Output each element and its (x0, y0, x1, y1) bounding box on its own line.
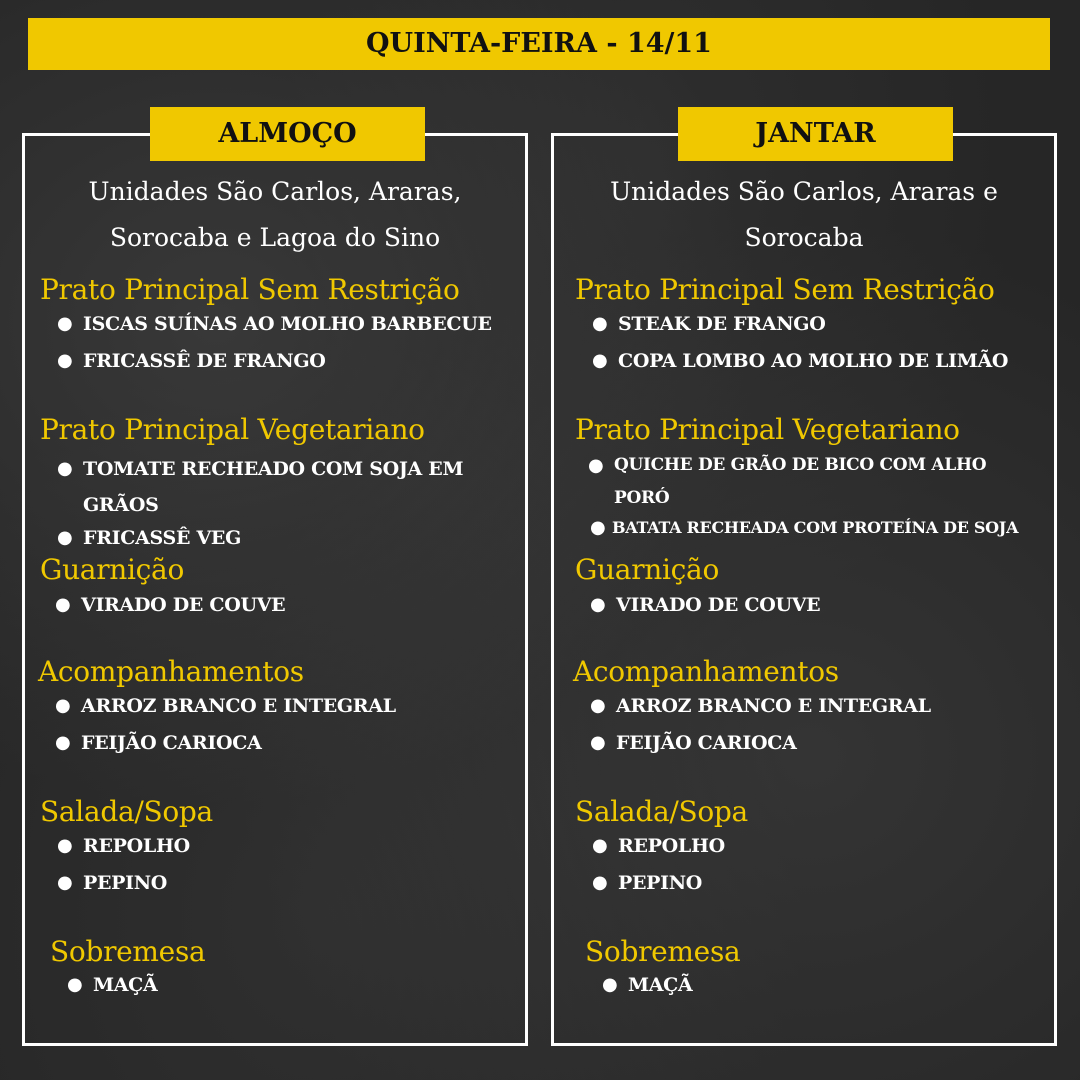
lunch-main-item: ● ISCAS SUÍNAS AO MOLHO BARBECUE (57, 313, 492, 335)
lunch-veg-title: Prato Principal Vegetariano (40, 413, 425, 446)
lunch-side-item: ● VIRADO DE COUVE (55, 594, 286, 616)
lunch-veg-item: ● TOMATE RECHEADO COM SOJA EM GRÃOS (83, 451, 463, 523)
lunch-units-line-2: Sorocaba e Lagoa do Sino (109, 223, 441, 252)
dinner-acc-item: ● FEIJÃO CARIOCA (590, 732, 797, 754)
dinner-salad-item: ● PEPINO (592, 872, 703, 894)
dinner-salad-title: Salada/Sopa (575, 795, 748, 828)
dinner-main-item: ● STEAK DE FRANGO (592, 313, 826, 335)
bullet-icon: ● (55, 594, 71, 615)
dinner-acc-item: ● ARROZ BRANCO E INTEGRAL (590, 695, 931, 717)
lunch-units (25, 169, 525, 261)
dinner-veg-title: Prato Principal Vegetariano (575, 413, 960, 446)
bullet-icon: ● (67, 974, 83, 995)
dinner-side-title: Guarnição (575, 553, 719, 586)
lunch-salad-item: ● REPOLHO (57, 835, 190, 857)
lunch-dessert-title: Sobremesa (50, 935, 206, 968)
day-banner: QUINTA-FEIRA - 14/11 (28, 18, 1050, 70)
lunch-dessert-item: ● MAÇÃ (67, 974, 158, 996)
dinner-veg-item: ● QUICHE DE GRÃO DE BICO COM ALHO PORÓ (614, 449, 986, 515)
lunch-tag: ALMOÇO (150, 107, 425, 161)
lunch-side-title: Guarnição (40, 553, 184, 586)
bullet-icon: ● (57, 872, 73, 893)
bullet-icon: ● (592, 835, 608, 856)
dinner-panel (551, 118, 1057, 1046)
dinner-main-item: ● COPA LOMBO AO MOLHO DE LIMÃO (592, 350, 1009, 372)
lunch-panel (22, 118, 528, 1046)
dinner-dessert-item: ● MAÇÃ (602, 974, 693, 996)
bullet-icon: ● (590, 695, 606, 716)
bullet-icon: ● (57, 350, 73, 371)
bullet-icon: ● (590, 517, 606, 538)
lunch-acc-item: ● ARROZ BRANCO E INTEGRAL (55, 695, 396, 717)
lunch-acc-item: ● FEIJÃO CARIOCA (55, 732, 262, 754)
dinner-main-title: Prato Principal Sem Restrição (575, 273, 995, 306)
bullet-icon: ● (592, 350, 608, 371)
bullet-icon: ● (57, 458, 73, 479)
dinner-tag: JANTAR (678, 107, 953, 161)
bullet-icon: ● (590, 732, 606, 753)
dinner-acc-title: Acompanhamentos (573, 655, 839, 688)
bullet-icon: ● (602, 974, 618, 995)
lunch-main-title: Prato Principal Sem Restrição (40, 273, 460, 306)
bullet-icon: ● (57, 835, 73, 856)
lunch-acc-title: Acompanhamentos (38, 655, 304, 688)
bullet-icon: ● (57, 313, 73, 334)
bullet-icon: ● (57, 527, 73, 548)
dinner-units-line-2: Sorocaba (744, 223, 864, 252)
bullet-icon: ● (588, 455, 604, 476)
bullet-icon: ● (590, 594, 606, 615)
bullet-icon: ● (55, 732, 71, 753)
lunch-main-item: ● FRICASSÊ DE FRANGO (57, 350, 326, 372)
lunch-salad-title: Salada/Sopa (40, 795, 213, 828)
dinner-veg-item: ● BATATA RECHEADA COM PROTEÍNA DE SOJA (612, 515, 1018, 541)
lunch-units-line-1: Unidades São Carlos, Araras, (88, 177, 462, 206)
dinner-dessert-title: Sobremesa (585, 935, 741, 968)
bullet-icon: ● (592, 313, 608, 334)
bullet-icon: ● (592, 872, 608, 893)
bullet-icon: ● (55, 695, 71, 716)
lunch-salad-item: ● PEPINO (57, 872, 168, 894)
lunch-veg-item: ● FRICASSÊ VEG (57, 527, 242, 549)
dinner-units-line-1: Unidades São Carlos, Araras e (610, 177, 998, 206)
dinner-side-item: ● VIRADO DE COUVE (590, 594, 821, 616)
dinner-salad-item: ● REPOLHO (592, 835, 725, 857)
dinner-units (554, 169, 1054, 261)
